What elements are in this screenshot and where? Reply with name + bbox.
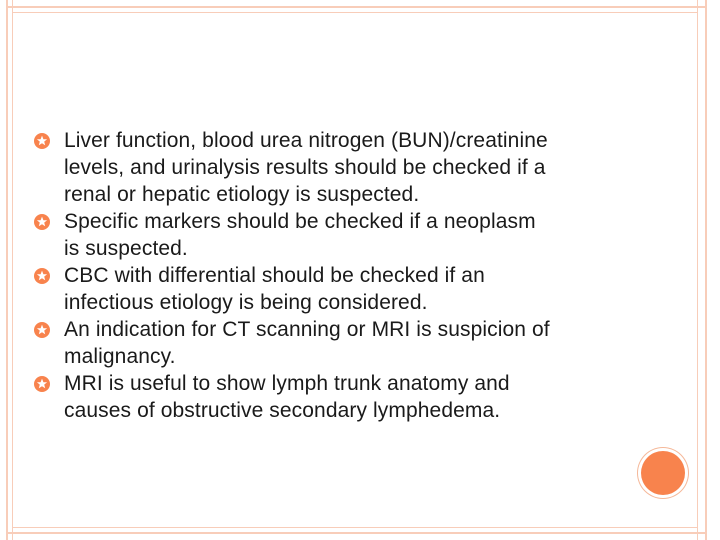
decorative-circle xyxy=(641,451,685,495)
bullet-line: An indication for CT scanning or MRI is suspicion of xyxy=(64,318,550,341)
bullet-line: Specific markers should be checked if a neoplasm xyxy=(64,210,536,233)
bullet-item xyxy=(34,316,634,370)
circled-star-icon xyxy=(34,322,50,338)
bullet-item xyxy=(34,262,634,316)
frame-border-left-inner xyxy=(12,0,13,540)
frame-border-bottom-inner xyxy=(12,527,698,528)
circled-star-icon xyxy=(34,133,50,149)
frame-border-top-inner xyxy=(12,12,698,13)
frame-border-top-outer xyxy=(6,6,707,8)
frame-border-left-outer xyxy=(6,0,8,540)
circled-star-icon xyxy=(34,214,50,230)
frame-border-right-outer xyxy=(705,0,707,540)
bullet-item xyxy=(34,370,634,424)
bullet-line: MRI is useful to show lymph trunk anatomy and xyxy=(64,372,510,395)
bullet-line: renal or hepatic etiology is suspected. xyxy=(64,183,420,206)
bullet-line: levels, and urinalysis results should be checked if a xyxy=(64,156,546,179)
circled-star-icon xyxy=(34,268,50,284)
bullet-line: is suspected. xyxy=(64,237,188,260)
frame-border-right-inner xyxy=(697,0,698,540)
bullet-item xyxy=(34,127,634,208)
bullet-list xyxy=(34,127,634,424)
circled-star-icon xyxy=(34,376,50,392)
bullet-line: infectious etiology is being considered. xyxy=(64,291,428,314)
bullet-line: malignancy. xyxy=(64,345,176,368)
bullet-item xyxy=(34,208,634,262)
frame-border-bottom-outer xyxy=(6,532,707,534)
bullet-line: CBC with differential should be checked if an xyxy=(64,264,485,287)
bullet-line: causes of obstructive secondary lymphedema. xyxy=(64,399,501,422)
bullet-line: Liver function, blood urea nitrogen (BUN)/creatinine xyxy=(64,129,548,152)
